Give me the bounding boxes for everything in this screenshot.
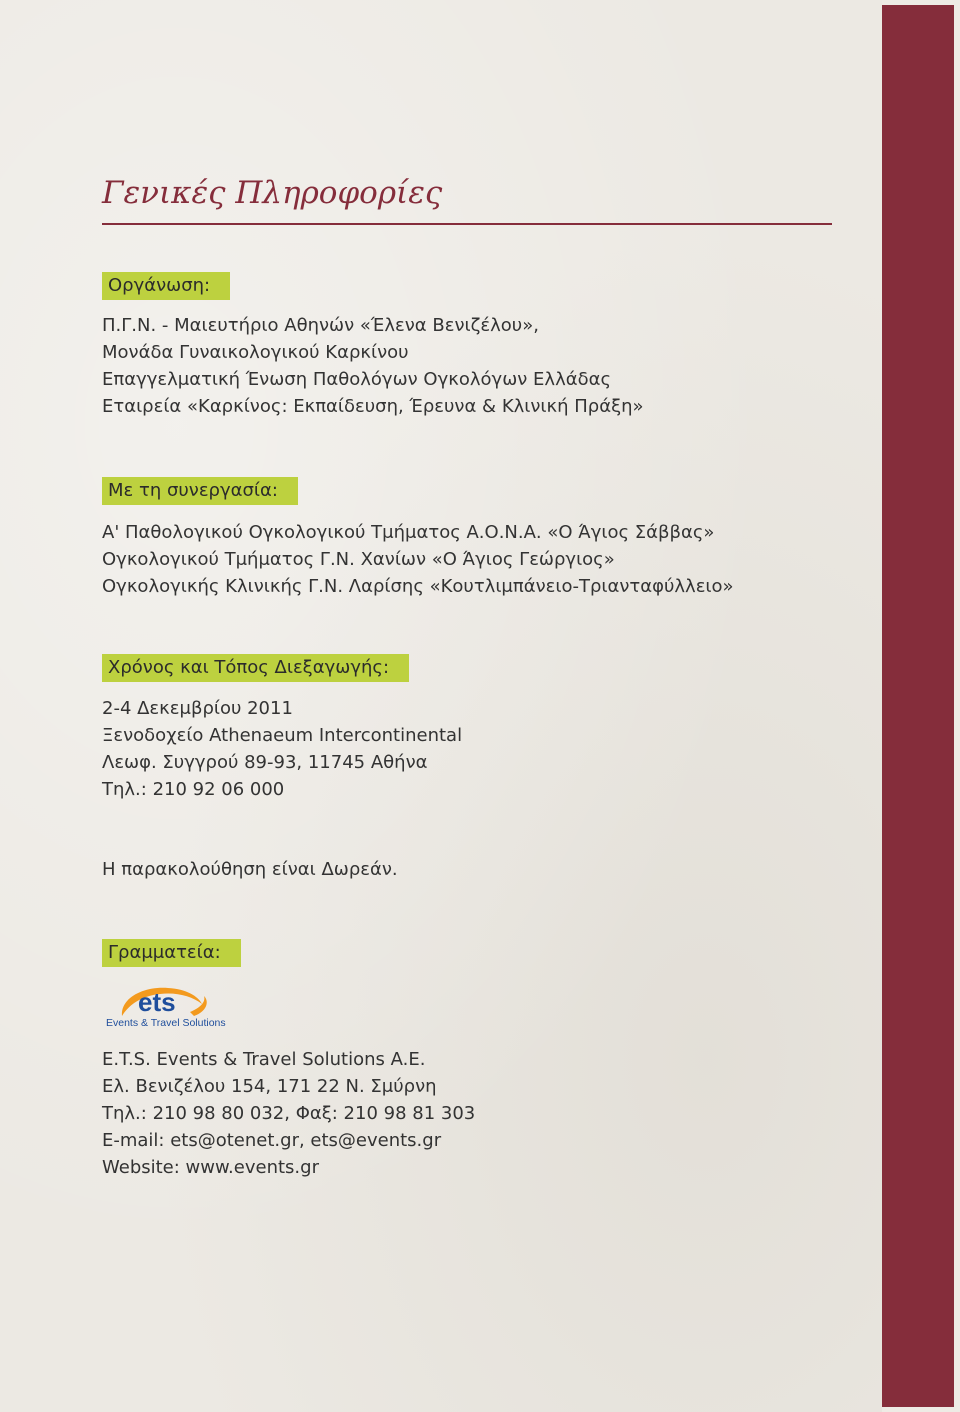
venue-hotel: Ξενοδοχείο Athenaeum Intercontinental xyxy=(102,725,463,746)
organization-line: Επαγγελματική Ένωση Παθολόγων Ογκολόγων Ελλάδας xyxy=(102,369,612,390)
cooperation-line: Α' Παθολογικού Ογκολογικού Τμήματος Α.Ο.Ν.Α. «Ο Άγιος Σάββας» xyxy=(102,522,715,543)
venue-phone: Τηλ.: 210 92 06 000 xyxy=(102,779,285,800)
secretariat-lines xyxy=(102,1046,842,1181)
organization-lines xyxy=(102,312,842,420)
venue-date: 2-4 Δεκεμβρίου 2011 xyxy=(102,698,293,719)
organization-line: Εταιρεία «Καρκίνος: Εκπαίδευση, Έρευνα & Κλινική Πράξη» xyxy=(102,396,644,417)
secretariat-label: Γραμματεία: xyxy=(102,939,241,967)
attendance-note: Η παρακολούθηση είναι Δωρεάν. xyxy=(102,859,398,880)
venue-section xyxy=(102,654,842,803)
venue-label: Χρόνος και Τόπος Διεξαγωγής: xyxy=(102,654,409,682)
venue-address: Λεωφ. Συγγρού 89-93, 11745 Αθήνα xyxy=(102,752,428,773)
secretariat-website: Website: www.events.gr xyxy=(102,1157,319,1178)
secretariat-email: E-mail: ets@otenet.gr, ets@events.gr xyxy=(102,1130,442,1151)
organization-line: Μονάδα Γυναικολογικού Καρκίνου xyxy=(102,342,409,363)
cooperation-line: Ογκολογικής Κλινικής Γ.Ν. Λαρίσης «Κουτλιμπάνειο-Τριανταφύλλειο» xyxy=(102,576,734,597)
secretariat-details xyxy=(102,1046,842,1181)
cooperation-section xyxy=(102,477,842,600)
ets-logo xyxy=(102,982,232,1034)
title-divider xyxy=(102,223,832,225)
secretariat-company: E.T.S. Events & Travel Solutions A.E. xyxy=(102,1049,426,1070)
cooperation-lines xyxy=(102,519,842,600)
logo-swoosh-tail xyxy=(190,996,207,1016)
logo-tagline: Events & Travel Solutions xyxy=(106,1017,226,1029)
attendance-section xyxy=(102,856,842,883)
venue-lines xyxy=(102,695,842,803)
secretariat-address: Ελ. Βενιζέλου 154, 171 22 Ν. Σμύρνη xyxy=(102,1076,437,1097)
cooperation-label: Με τη συνεργασία: xyxy=(102,477,298,505)
organization-section xyxy=(102,272,842,420)
secretariat-phone-fax: Τηλ.: 210 98 80 032, Φαξ: 210 98 81 303 xyxy=(102,1103,476,1124)
organization-label: Οργάνωση: xyxy=(102,272,230,300)
page-title: Γενικές Πληροφορίες xyxy=(102,175,443,211)
logo-wordmark: ets xyxy=(138,987,176,1017)
organization-line: Π.Γ.Ν. - Μαιευτήριο Αθηνών «Έλενα Βενιζέλου», xyxy=(102,315,539,336)
cooperation-line: Ογκολογικού Τμήματος Γ.Ν. Χανίων «Ο Άγιος Γεώργιος» xyxy=(102,549,615,570)
secretariat-section xyxy=(102,939,842,967)
side-color-bar xyxy=(882,5,954,1407)
